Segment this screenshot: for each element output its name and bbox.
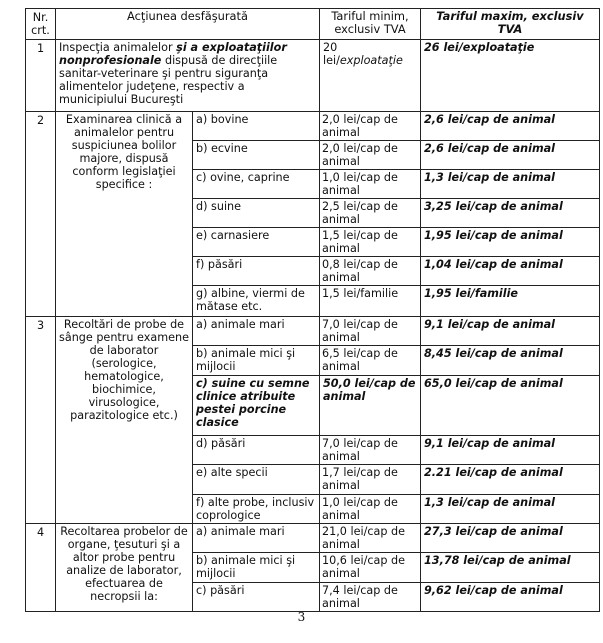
min-tariff-cell: 10,6 lei/cap de animal	[320, 553, 421, 583]
item-label-cell: b) ecvine	[193, 141, 320, 170]
item-label-cell: c) suine cu semne clinice atribuite pestei porcine clasice	[193, 376, 320, 436]
item-label-cell: e) alte specii	[193, 465, 320, 495]
header-min-tariff: Tariful minim, exclusiv TVA	[320, 9, 421, 40]
min-tariff-cell: 7,0 lei/cap de animal	[320, 436, 421, 465]
item-label-cell: a) bovine	[193, 112, 320, 141]
item-label-cell: e) carnasiere	[193, 228, 320, 257]
max-tariff-cell: 27,3 lei/cap de animal	[421, 524, 600, 553]
max-tariff-cell: 3,25 lei/cap de animal	[421, 199, 600, 228]
max-tariff-cell: 9,1 lei/cap de animal	[421, 436, 600, 465]
max-tariff-cell: 8,45 lei/cap de animal	[421, 346, 600, 376]
min-tariff-cell: 2,0 lei/cap de animal	[320, 141, 421, 170]
action-text: dispusă de direcţiile sanitar-veterinare şi pentru siguranţa alimentelor judeţene, respectiv a municipiului Bucureşti	[59, 54, 278, 106]
table-header-row	[26, 9, 600, 40]
row-number: 4	[26, 524, 56, 612]
min-tariff-cell: 50,0 lei/cap de animal	[320, 376, 421, 436]
action-text: Inspecţia animalelor	[59, 41, 177, 54]
action-cell	[56, 40, 320, 112]
max-tariff-cell: 2.21 lei/cap de animal	[421, 465, 600, 495]
row-number: 3	[26, 317, 56, 524]
max-tariff-cell: 1,95 lei/cap de animal	[421, 228, 600, 257]
item-label-cell: c) păsări	[193, 583, 320, 612]
min-tariff-text: 20 lei/	[323, 41, 340, 67]
max-tariff-cell: 65,0 lei/cap de animal	[421, 376, 600, 436]
table-row	[26, 317, 600, 346]
item-label-cell: b) animale mici şi mijlocii	[193, 553, 320, 583]
max-tariff-cell: 1,04 lei/cap de animal	[421, 257, 600, 286]
min-tariff-cell: 2,5 lei/cap de animal	[320, 199, 421, 228]
row-number: 2	[26, 112, 56, 317]
item-label-cell: c) ovine, caprine	[193, 170, 320, 199]
max-tariff-cell: 1,3 lei/cap de animal	[421, 495, 600, 524]
min-tariff-cell: 21,0 lei/cap de animal	[320, 524, 421, 553]
min-tariff-cell: 1,0 lei/cap de animal	[320, 495, 421, 524]
max-tariff-cell: 2,6 lei/cap de animal	[421, 112, 600, 141]
item-label-cell: d) suine	[193, 199, 320, 228]
page-number: 3	[297, 610, 306, 624]
max-tariff-cell: 2,6 lei/cap de animal	[421, 141, 600, 170]
item-label-cell: d) păsări	[193, 436, 320, 465]
max-tariff-cell: 1,3 lei/cap de animal	[421, 170, 600, 199]
header-action: Acţiunea desfăşurată	[56, 9, 320, 40]
action-text-emphasis: şi a exploataţiilor nonprofesionale	[59, 41, 287, 67]
item-label-cell: a) animale mari	[193, 524, 320, 553]
tariff-table	[25, 8, 600, 612]
max-tariff-cell: 1,95 lei/familie	[421, 286, 600, 317]
table-row	[26, 40, 600, 112]
item-label-cell: f) păsări	[193, 257, 320, 286]
item-label-cell: f) alte probe, inclusiv coprologice	[193, 495, 320, 524]
action-cell: Recoltări de probe de sânge pentru examene de laborator (serologice, hematologice, biochimice, virusologice, parazitologice etc.)	[56, 317, 193, 524]
min-tariff-cell: 7,4 lei/cap de animal	[320, 583, 421, 612]
header-nr: Nr. crt.	[26, 9, 56, 40]
action-cell: Recoltarea probelor de organe, ţesuturi şi a altor probe pentru analize de laborator, efectuarea de necropsii la:	[56, 524, 193, 612]
max-tariff-cell: 13,78 lei/cap de animal	[421, 553, 600, 583]
min-tariff-cell: 1,0 lei/cap de animal	[320, 170, 421, 199]
min-tariff-cell: 6,5 lei/cap de animal	[320, 346, 421, 376]
min-tariff-cell: 2,0 lei/cap de animal	[320, 112, 421, 141]
item-label-cell: g) albine, viermi de mătase etc.	[193, 286, 320, 317]
max-tariff-cell: 9,62 lei/cap de animal	[421, 583, 600, 612]
min-tariff-unit: exploataţie	[339, 54, 403, 67]
table-row	[26, 112, 600, 141]
min-tariff-cell: 7,0 lei/cap de animal	[320, 317, 421, 346]
row-number: 1	[26, 40, 56, 112]
header-max-tariff: Tariful maxim, exclusiv TVA	[421, 9, 600, 40]
min-tariff-cell: 1,5 lei/familie	[320, 286, 421, 317]
table-row	[26, 524, 600, 553]
item-label-cell: a) animale mari	[193, 317, 320, 346]
min-tariff-cell	[320, 40, 421, 112]
min-tariff-cell: 0,8 lei/cap de animal	[320, 257, 421, 286]
item-label-cell: b) animale mici şi mijlocii	[193, 346, 320, 376]
action-cell: Examinarea clinică a animalelor pentru suspiciunea bolilor majore, dispusă conform legislaţiei specifice :	[56, 112, 193, 317]
max-tariff-cell: 9,1 lei/cap de animal	[421, 317, 600, 346]
min-tariff-cell: 1,5 lei/cap de animal	[320, 228, 421, 257]
min-tariff-cell: 1,7 lei/cap de animal	[320, 465, 421, 495]
max-tariff-cell: 26 lei/exploataţie	[421, 40, 600, 112]
